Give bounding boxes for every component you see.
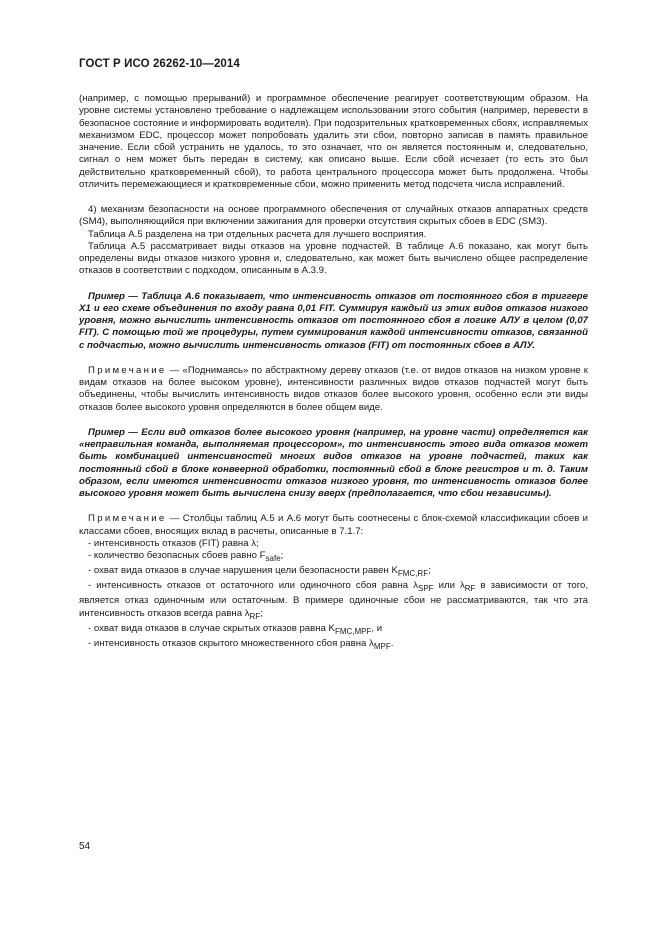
note-2-item-1: - интенсивность отказов (FIT) равна λ; [88, 537, 259, 549]
note-2-item-5: - охват вида отказов в случае скрытых отказов равна $K_{FMC,MPF}$, и [88, 622, 383, 636]
page-body [79, 93, 588, 653]
note-2-item-2: - количество безопасных сбоев равно $F_{safe}$; [88, 550, 284, 563]
note-2-item-3: - охват вида отказов в случае нарушения цели безопасности равен $K_{FMC,RF}$; [88, 565, 431, 579]
note-2-item-4: - интенсивность отказов от остаточного или одиночного сбоя равна $\lambda_{SPF}$ или $\lambda_{RF}$ в зависимости от того, является отказ одиночным или остаточным. В примере одиночные сбои не рассматриваются, так что эта интенсивность отказов всегда равна $\lambda_{RF}$; [79, 580, 589, 621]
note-1-label: Примечание [88, 364, 167, 376]
note-2 [79, 513, 588, 538]
note-1-text: — «Поднимаясь» по абстрактному дереву отказов (т.е. от видов отказов на низком уровне к видам отказов на более высоком уровне), интенсивности различных видов отказов подчастей могут быть объединены, чтобы вычислить интенсивность видов отказов более высокого уровня, особенно если эти виды отказов более высокого уровня определяются в более общем виде. [79, 364, 588, 413]
note-2-text: — Столбцы таблиц А.5 и А.6 могут быть соотнесены с блок-схемой классификации сбоев и классами сбоев, вносящих вклад в расчеты, описанные в 7.1.7: [79, 513, 588, 537]
paragraph-2: 4) механизм безопасности на основе программного обеспечения от случайных отказов аппаратных средств (SM4), выполняющийся при включении зажигания для проверки отсутствия скрытых сбоев в EDC (SM3). [79, 204, 588, 228]
note-1 [79, 365, 588, 414]
note-2-item-6: - интенсивность отказов скрытого множественного сбоя равна $\lambda_{MPF}$. [88, 638, 394, 651]
paragraph-1: (например, с помощью прерываний) и программное обеспечение реагирует соответствующим образом. На уровне системы установлено требование о надлежащем использовании этого события (например, перевести в безопасное состояние и информировать водителя). При подозрительных кратковременных сбоях, исправляемых механизмом EDC, процессор может попробовать удалить эти сбои, повторно записав в память правильное значение. Если сбой устранить не удалось, то это означает, что он является постоянным и, следовательно, сигнал о нем может быть передан в систему, как описано выше. Если сбой исчезает (то есть это был действительно кратковременный сбой), то работа центрального процессора может быть продолжена. Чтобы отличить перемежающиеся и кратковременные сбои, можно применить метод подсчета числа исправлений. [79, 93, 588, 190]
example-2: Пример — Если вид отказов более высокого уровня (например, на уровне части) определяется как «неправильная команда, выполняемая процессором», то интенсивность этого вида отказов может быть комбинацией интенсивностей многих видов отказов на уровне подчастей, таких как постоянный сбой в блоке конвеерной обработки, постоянный сбой в блоке регистров и т. д. Таким образом, если имеются интенсивности отказов низкого уровня, то интенсивность отказов более высокого уровня может быть вычислена снизу вверх (предполагается, что сбои независимы). [79, 426, 588, 499]
paragraph-3: Таблица А.5 разделена на три отдельных расчета для лучшего восприятия. [88, 228, 427, 240]
page-number: 54 [79, 841, 91, 852]
document-header: ГОСТ Р ИСО 26262-10—2014 [79, 58, 240, 70]
note-2-label: Примечание [88, 513, 167, 525]
example-1: Пример — Таблица А.6 показывает, что интенсивность отказов от постоянного сбоя в триггере X1 и его схеме объединения по входу равна 0,01 FIT. Суммируя каждый из этих видов отказов низкого уровня, можно вычислить интенсивность отказов от постоянного сбоя в логике АЛУ в целом (0,07 FIT). С помощью той же процедуры, путем суммирования каждой интенсивности отказов, связанной с подчастью, можно вычислить интенсивность отказов (FIT) от постоянных сбоев в АЛУ. [79, 290, 588, 351]
paragraph-4: Таблица А.5 рассматривает виды отказов на уровне подчастей. В таблице А.6 показано, как могут быть определены виды отказов низкого уровня и, следовательно, как может быть вычислено общее распределение отказов в соответствии с подходом, описанным в А.3.9. [79, 240, 588, 277]
